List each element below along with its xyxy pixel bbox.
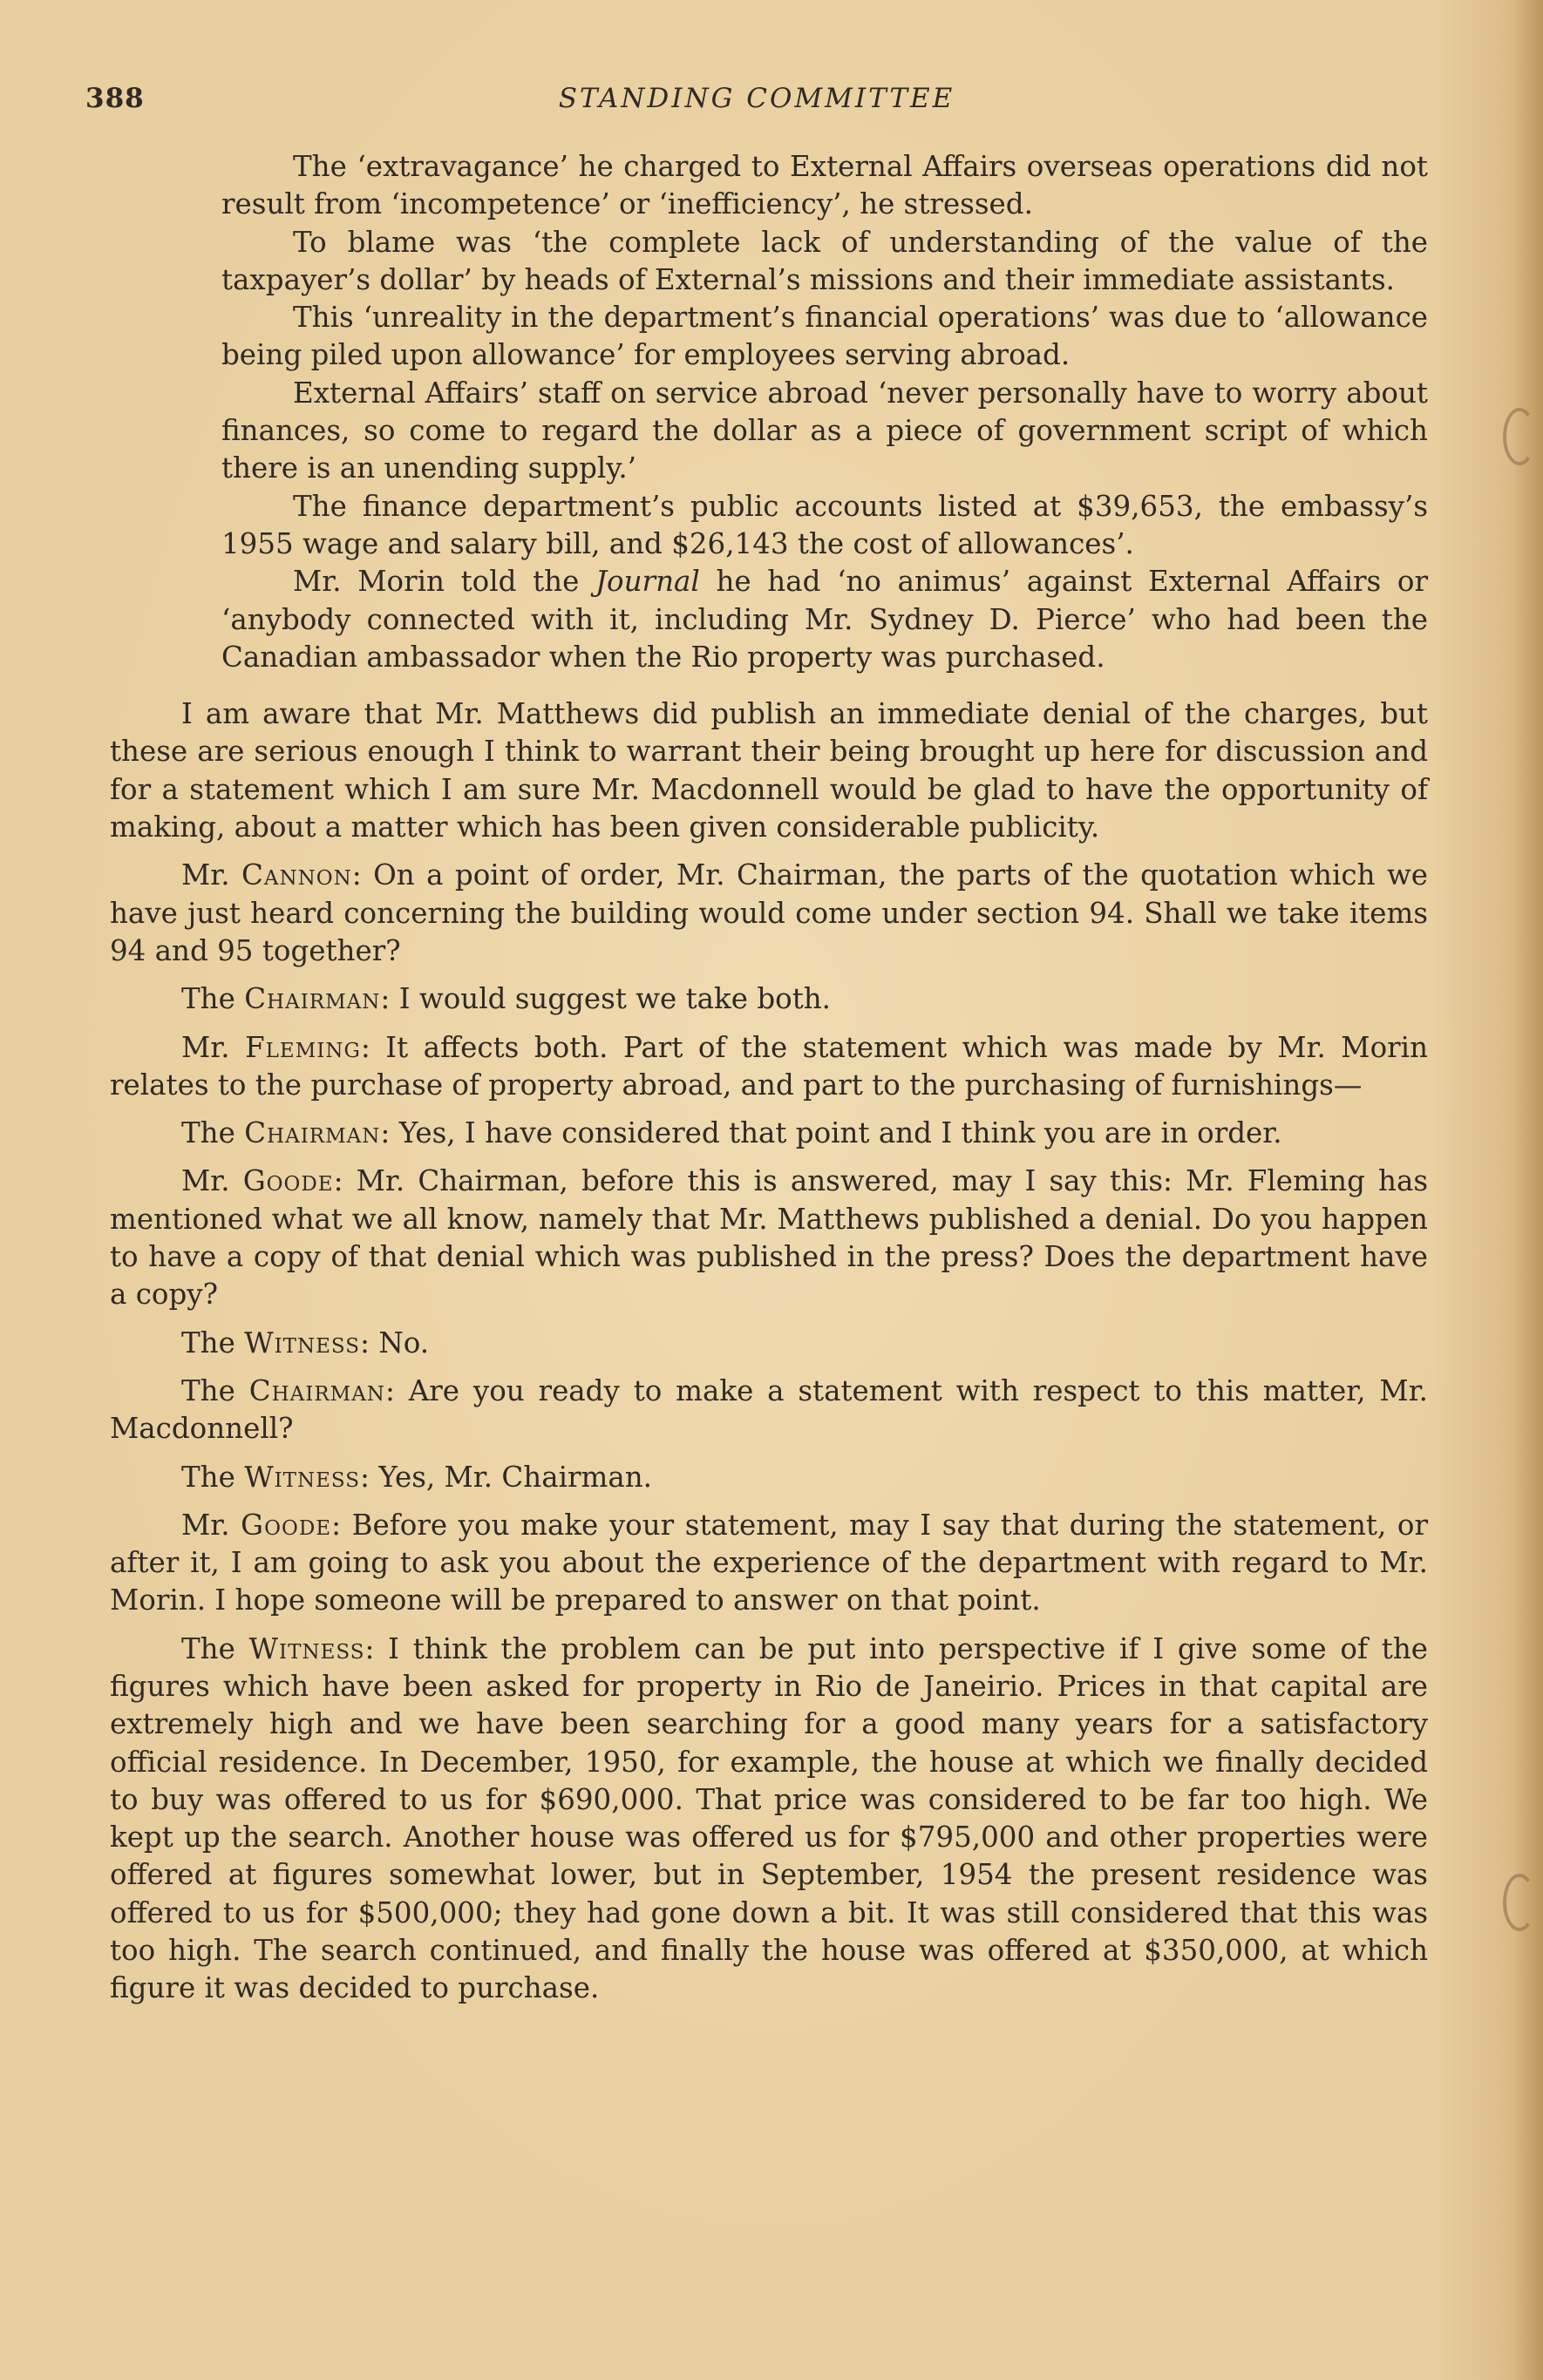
page-header — [85, 83, 1428, 123]
speech-text: : It affects both. Part of the statement which was made by Mr. Morin relates to the purchase of property abroad, and part to the purchasing of furnishings— — [110, 1030, 1428, 1102]
speaker-name: Witness — [248, 1631, 365, 1665]
speaker-title: The — [181, 1631, 249, 1665]
speaker-name: Chairman — [244, 982, 381, 1016]
speaker-title: The — [181, 1373, 249, 1407]
speech-text: : Mr. Chairman, before this is answered, may I say this: Mr. Fleming has mentioned what we all know, namely that Mr. Matthews published a denial. Do you happen to have a copy of that denial which was published in the press? Does the department have a copy? — [110, 1164, 1428, 1312]
speech-text: : Yes, I have considered that point and I think you are in order. — [380, 1116, 1282, 1150]
quote-text: he had ‘no animus’ against External Affairs or ‘anybody connected with it, including Mr. Sydney D. Pierce’ who had been the Canadian ambassador when the Rio property was purchased. — [221, 565, 1428, 674]
speaker-title: Mr. — [181, 858, 241, 892]
quoted-block — [221, 148, 1428, 676]
quote-paragraph: This ‘unreality in the department’s financial operations’ was due to ‘allowance being piled upon allowance’ for employees serving abroad. — [221, 301, 1428, 372]
speaker-title: Mr. — [181, 1508, 241, 1542]
body-paragraph: I am aware that Mr. Matthews did publish an immediate denial of the charges, but these are serious enough I think to warrant their being brought up here for discussion and for a statement which I am sure Mr. Macdonnell would be glad to have the opportunity of making, about a matter which has been given considerable publicity. — [110, 697, 1428, 844]
journal-title: Journal — [595, 565, 700, 599]
speech-text: : No. — [360, 1326, 430, 1360]
speech-text: : Are you ready to make a statement with respect to this matter, Mr. Macdonnell? — [110, 1373, 1428, 1446]
speaker-title: The — [181, 1116, 245, 1150]
speaker-name: Chairman — [244, 1116, 381, 1150]
speech-text: : On a point of order, Mr. Chairman, the parts of the quotation which we have just heard concerning the building would come under section 94. Shall we take items 94 and 95 together? — [110, 858, 1428, 967]
speech-text: : I would suggest we take both. — [380, 982, 832, 1016]
speaker-name: Fleming — [245, 1030, 361, 1064]
speech-text: : I think the problem can be put into perspective if I give some of the figures which have been asked for property in Rio de Janeirio. Prices in that capital are extremely high and we have been searching for a good many years for a satisfactory official residence. In December, 1950, for example, the house at which we finally decided to buy was offered to us for $690,000. That price was considered to be far too high. We kept up the search. Another house was offered us for $795,000 and other properties were offered at figures somewhat lower, but in September, 1954 the present residence was offered to us for $500,000; they had gone down a bit. It was still considered that this was too high. The search continued, and finally the house was offered at $350,000, at which figure it was decided to purchase. — [110, 1631, 1428, 2005]
page-body — [110, 148, 1428, 2008]
quote-paragraph — [221, 563, 1428, 676]
speaker-name: Cannon — [241, 858, 352, 892]
speaker-title: Mr. — [181, 1164, 243, 1198]
speaker-title: The — [181, 1326, 245, 1360]
binding-ring-mark — [1503, 408, 1536, 465]
speech-paragraph — [110, 1507, 1428, 1620]
running-title: STANDING COMMITTEE — [558, 83, 955, 114]
speech-text: : Yes, Mr. Chairman. — [360, 1460, 652, 1494]
speaker-name: Goode — [242, 1164, 334, 1198]
speaker-name: Chairman — [248, 1373, 385, 1407]
binding-ring-mark — [1503, 1874, 1536, 1931]
speech-paragraph — [110, 980, 1428, 1018]
speaker-name: Goode — [241, 1508, 332, 1542]
speaker-title: The — [181, 982, 245, 1016]
speech-paragraph — [110, 1631, 1428, 2008]
quote-paragraph: The finance department’s public accounts listed at $39,653, the embassy’s 1955 wage and salary bill, and $26,143 the cost of allowances’. — [221, 489, 1428, 560]
speech-paragraph — [110, 1373, 1428, 1448]
quote-text: Mr. Morin told the — [293, 565, 596, 599]
speech-paragraph — [110, 1163, 1428, 1313]
speaker-title: Mr. — [181, 1030, 246, 1064]
speech-paragraph — [110, 1459, 1428, 1496]
speaker-title: The — [181, 1460, 245, 1494]
speech-paragraph — [110, 1115, 1428, 1152]
speech-paragraph — [110, 1029, 1428, 1105]
speaker-name: Witness — [244, 1460, 361, 1494]
quote-paragraph: To blame was ‘the complete lack of understanding of the value of the taxpayer’s dollar’ by heads of External’s missions and their immediate assistants. — [221, 225, 1428, 296]
speech-paragraph — [110, 1325, 1428, 1362]
page-edge-shadow — [1512, 0, 1543, 2380]
quote-paragraph: External Affairs’ staff on service abroad ‘never personally have to worry about finances, so come to regard the dollar as a piece of government script of which there is an unending supply.’ — [221, 376, 1428, 485]
speaker-name: Witness — [244, 1326, 361, 1360]
quote-paragraph: The ‘extravagance’ he charged to External Affairs overseas operations did not result from ‘incompetence’ or ‘inefficiency’, he stressed. — [221, 150, 1428, 221]
page-number: 388 — [85, 83, 145, 114]
speech-paragraph — [110, 857, 1428, 970]
speech-text: : Before you make your statement, may I say that during the statement, or after it, I am going to ask you about the experience of the department with regard to Mr. Morin. I hope someone will be prepared to answer on that point. — [110, 1508, 1429, 1617]
